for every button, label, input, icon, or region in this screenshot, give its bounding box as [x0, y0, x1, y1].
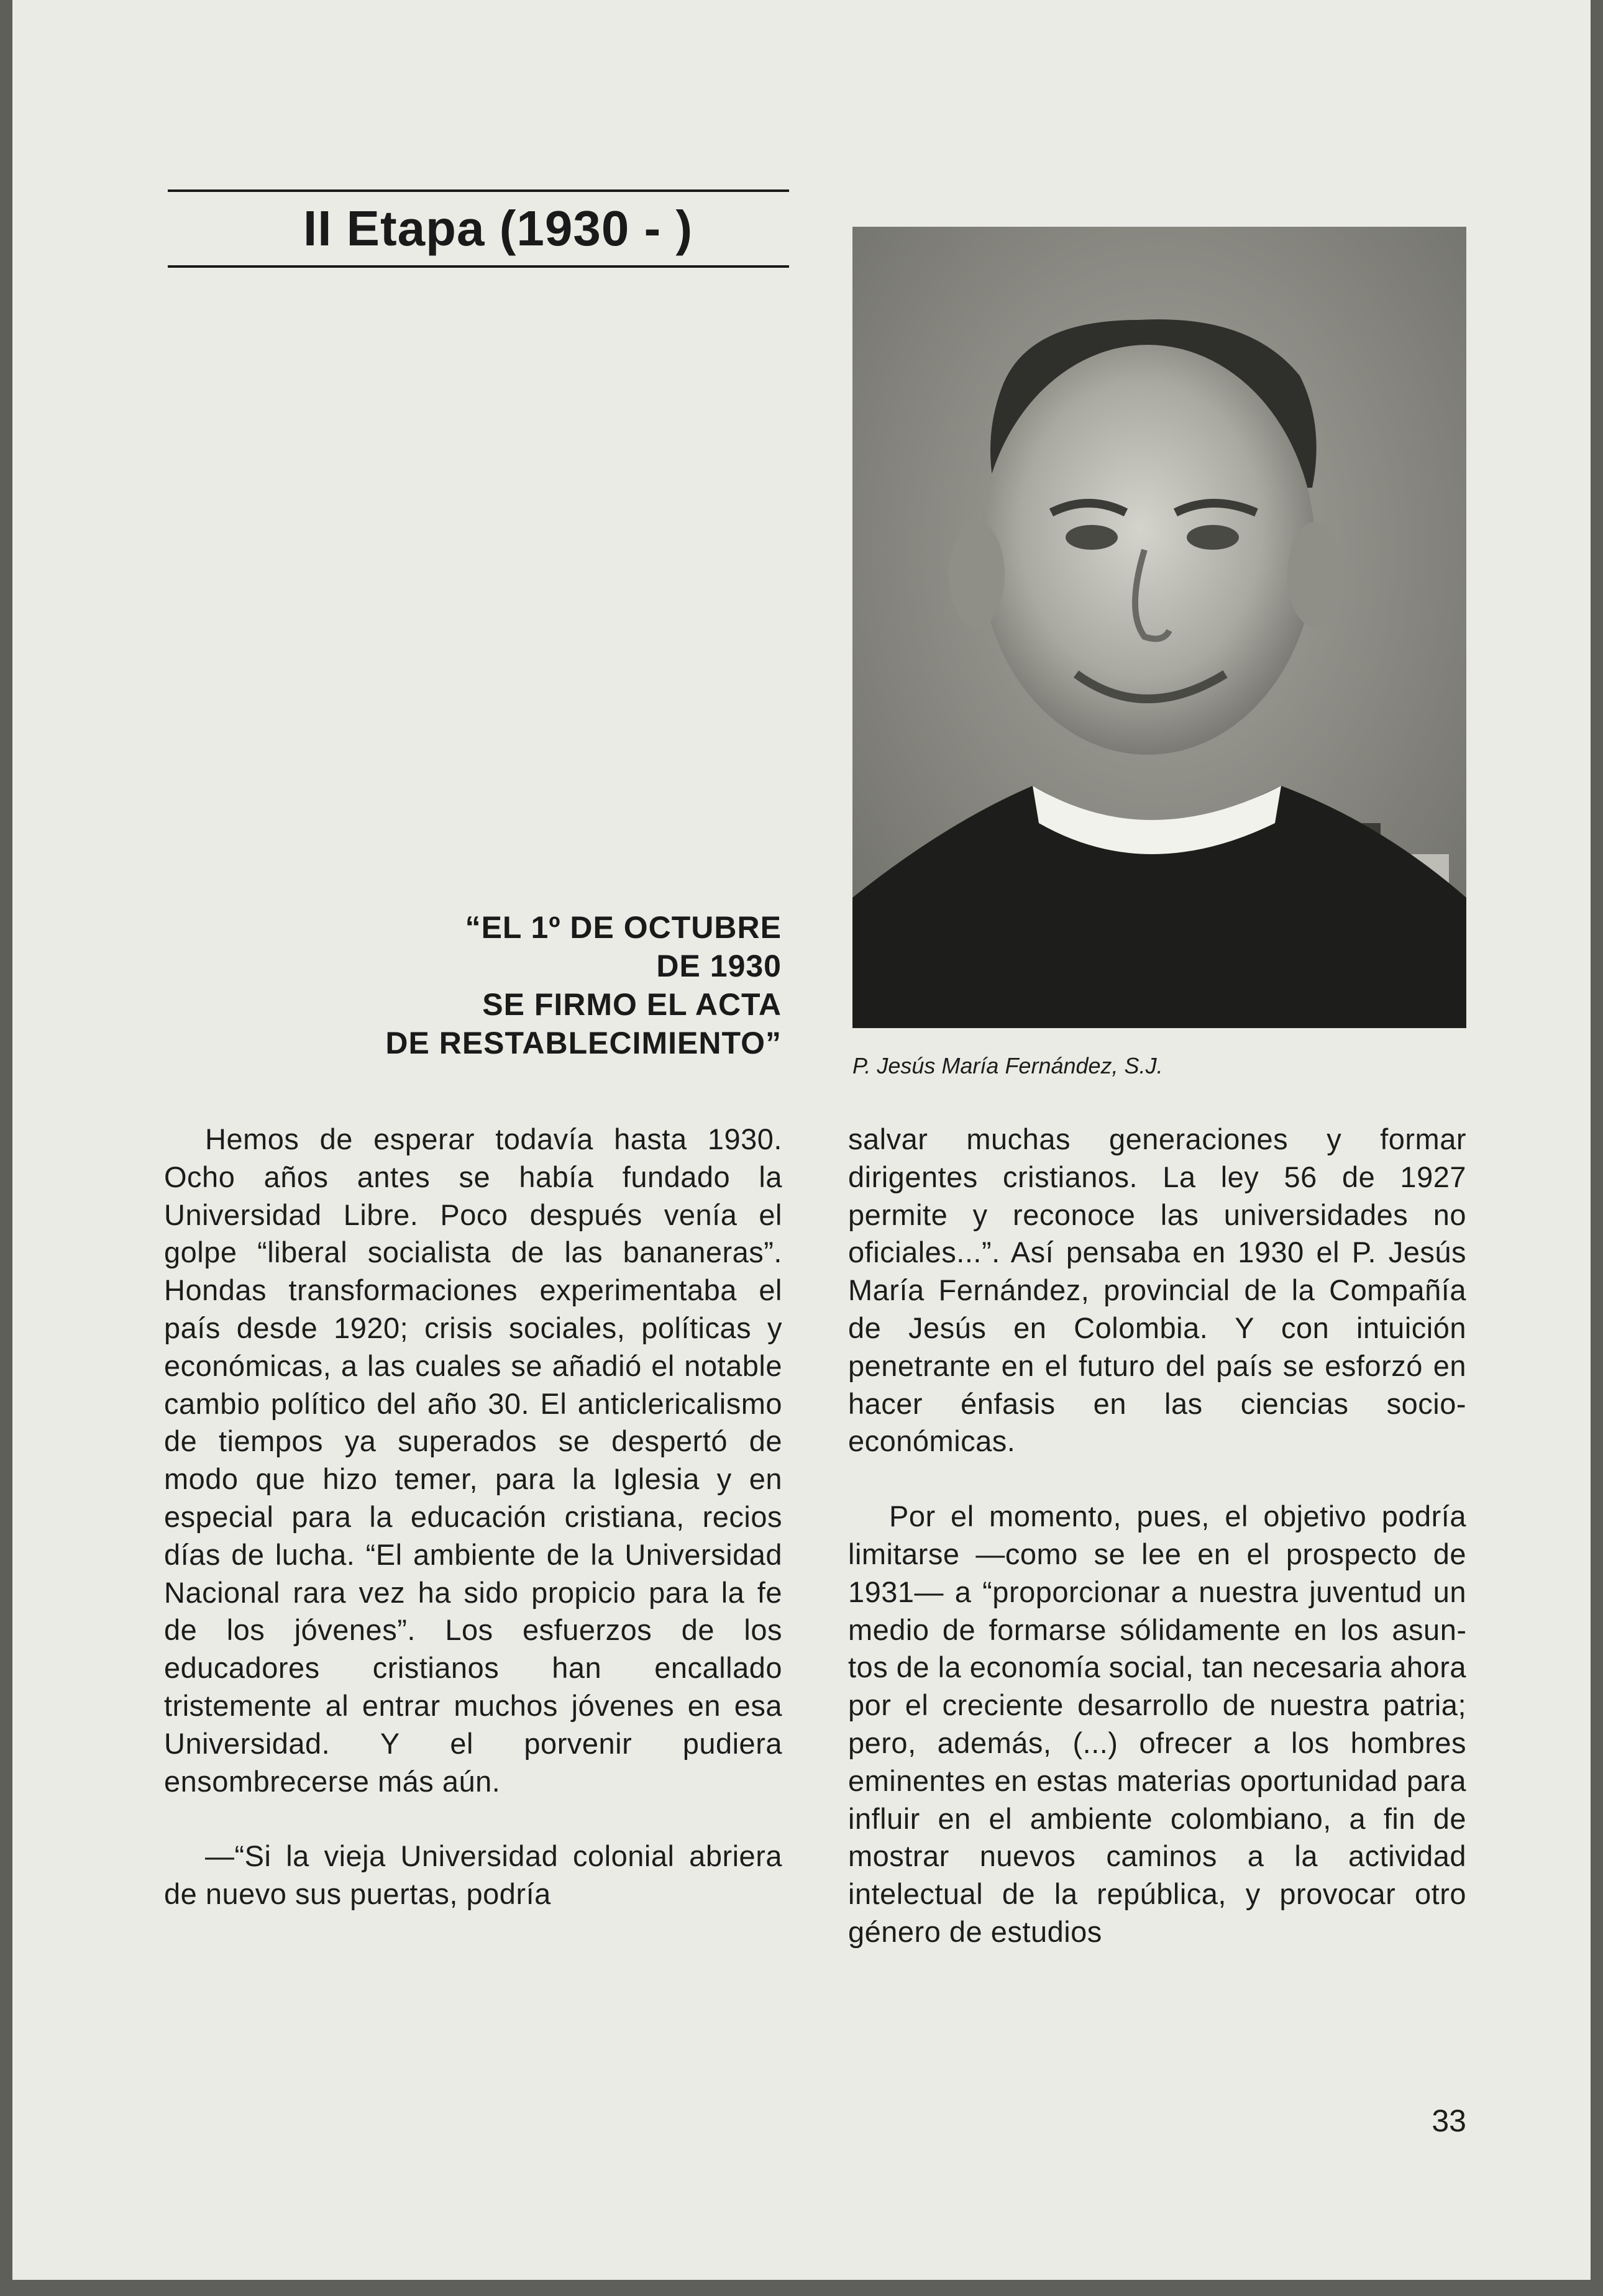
paragraph: Hemos de esperar todavía hasta 1930. Ocho años antes se había fundado la Universidad Libre. Poco después venía el golpe “liberal socialista de las bananeras”. Hondas transformaciones experimentaba el país desde 1920; crisis sociales, políticas y económicas, a las cuales se añadió el notable cambio político del año 30. El anticlericalismo de tiempos ya superados se despertó de modo que hizo temer, para la Iglesia y en especial para la educación cristiana, recios días de lucha. “El ambiente de la Universidad Nacional rara vez ha sido propicio para la fe de los jóvenes”. Los esfuerzos de los educadores cristianos han encallado tristemente al entrar muchos jóvenes en esa Universidad. Y el porvenir pudiera ensombrecerse más aún.: [164, 1123, 782, 1798]
portrait-photo: [852, 227, 1466, 1028]
pull-quote-line: DE 1930: [656, 949, 782, 983]
portrait-photo-icon: [852, 227, 1466, 1028]
right-column: [848, 1121, 1466, 1951]
pull-quote-line: SE FIRMO EL ACTA: [482, 987, 782, 1022]
bottom-rule: [168, 265, 789, 268]
paragraph: —“Si la vieja Universidad colonial abriera de nuevo sus puertas, podría: [164, 1839, 782, 1911]
page: [12, 0, 1591, 2280]
left-column: [164, 1121, 782, 1913]
photo-caption: P. Jesús María Fernández, S.J.: [852, 1053, 1163, 1078]
section-heading: [168, 189, 789, 268]
section-title: II Etapa (1930 - ): [303, 201, 693, 256]
pull-quote: [162, 908, 782, 1062]
paragraph: salvar muchas generaciones y formar dirigentes cristianos. La ley 56 de 1927 permite y reconoce las universidades no oficiales...”. Así pensaba en 1930 el P. Jesús María Fernández, provincial de la Compañía de Jesús en Colombia. Y con intuición penetrante en el futuro del país se esforzó en hacer énfasis en las ciencias socio-económicas.: [848, 1123, 1466, 1458]
pull-quote-line: DE RESTABLECIMIENTO”: [385, 1026, 782, 1060]
paragraph: Por el momento, pues, el objetivo podría limitarse —como se lee en el prospecto de 1931— a “proporcionar a nuestra juventud un medio de formarse sólidamente en los asuntos de la economía social, tan necesaria ahora por el creciente desarrollo de nuestra patria; pero, además, (...) ofrecer a los hombres eminentes en estas materias oportunidad para influir en el ambiente colombiano, a fin de mostrar nuevos caminos a la actividad intelectual de la república, y provocar otro género de estudios: [848, 1500, 1466, 1948]
page-number: 33: [1432, 2103, 1466, 2138]
pull-quote-line: “EL 1º DE OCTUBRE: [465, 910, 782, 945]
